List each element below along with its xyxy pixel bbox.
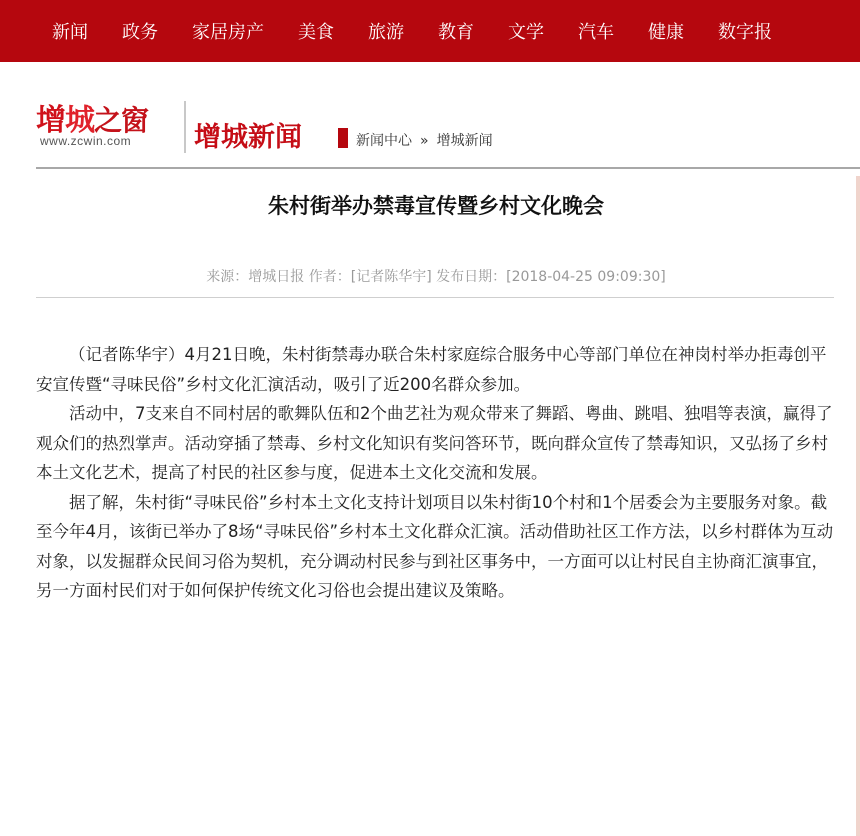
- section-title: 增城新闻: [194, 122, 302, 153]
- header-divider: [36, 167, 860, 169]
- logo-wordmark: 增城之窗: [36, 103, 149, 138]
- breadcrumb-separator: »: [420, 133, 429, 149]
- article-title: 朱村街举办禁毒宣传暨乡村文化晚会: [268, 194, 604, 218]
- nav-item-digital-paper[interactable]: 数字报: [718, 22, 772, 43]
- article-meta: 来源：增城日报 作者：[记者陈华宇] 发布日期：[2018-04-25 09:09:30]: [206, 269, 666, 285]
- logo-divider: [184, 101, 186, 153]
- right-edge-strip: [856, 176, 860, 836]
- nav-item-travel[interactable]: 旅游: [368, 22, 404, 43]
- breadcrumb-zengcheng-news[interactable]: 增城新闻: [436, 133, 493, 149]
- nav-item-literature[interactable]: 文学: [508, 22, 544, 43]
- meta-divider: [36, 297, 834, 298]
- nav-item-food[interactable]: 美食: [298, 22, 334, 43]
- nav-item-health[interactable]: 健康: [648, 22, 684, 43]
- article-body: [36, 340, 836, 606]
- nav-item-education[interactable]: 教育: [438, 22, 474, 43]
- article-paragraph: 据了解，朱村街“寻味民俗”乡村本土文化支持计划项目以朱村街10个村和1个居委会为主要服务对象。截至今年4月，该街已举办了8场“寻味民俗”乡村本土文化群众汇演。活动借助社区工作方法，以乡村群体为互动对象，以发掘群众民间习俗为契机，充分调动村民参与到社区事务中，一方面可以让村民自主协商汇演事宜，另一方面村民们对于如何保护传统文化习俗也会提出建议及策略。: [36, 492, 834, 600]
- nav-item-news[interactable]: 新闻: [52, 22, 88, 43]
- site-logo[interactable]: [36, 95, 186, 157]
- article-paragraph: （记者陈华宇）4月21日晚，朱村街禁毒办联合朱村家庭综合服务中心等部门单位在神岗村举办拒毒创平安宣传暨“寻味民俗”乡村文化汇演活动，吸引了近200名群众参加。: [36, 345, 827, 394]
- nav-item-auto[interactable]: 汽车: [578, 22, 614, 43]
- logo-url: www.zcwin.com: [40, 134, 132, 148]
- breadcrumb: [356, 130, 493, 150]
- breadcrumb-news-center[interactable]: 新闻中心: [356, 133, 412, 149]
- breadcrumb-marker: [338, 128, 348, 148]
- nav-item-government[interactable]: 政务: [122, 22, 158, 43]
- site-header: [36, 95, 860, 165]
- article-paragraph: 活动中，7支来自不同村居的歌舞队伍和2个曲艺社为观众带来了舞蹈、粤曲、跳唱、独唱等表演，赢得了观众们的热烈掌声。活动穿插了禁毒、乡村文化知识有奖问答环节，既向群众宣传了禁毒知识，又弘扬了乡村本土文化艺术，提高了村民的社区参与度，促进本土文化交流和发展。: [36, 404, 833, 482]
- top-navigation-bar: [0, 0, 860, 62]
- nav-item-home-property[interactable]: 家居房产: [192, 22, 264, 43]
